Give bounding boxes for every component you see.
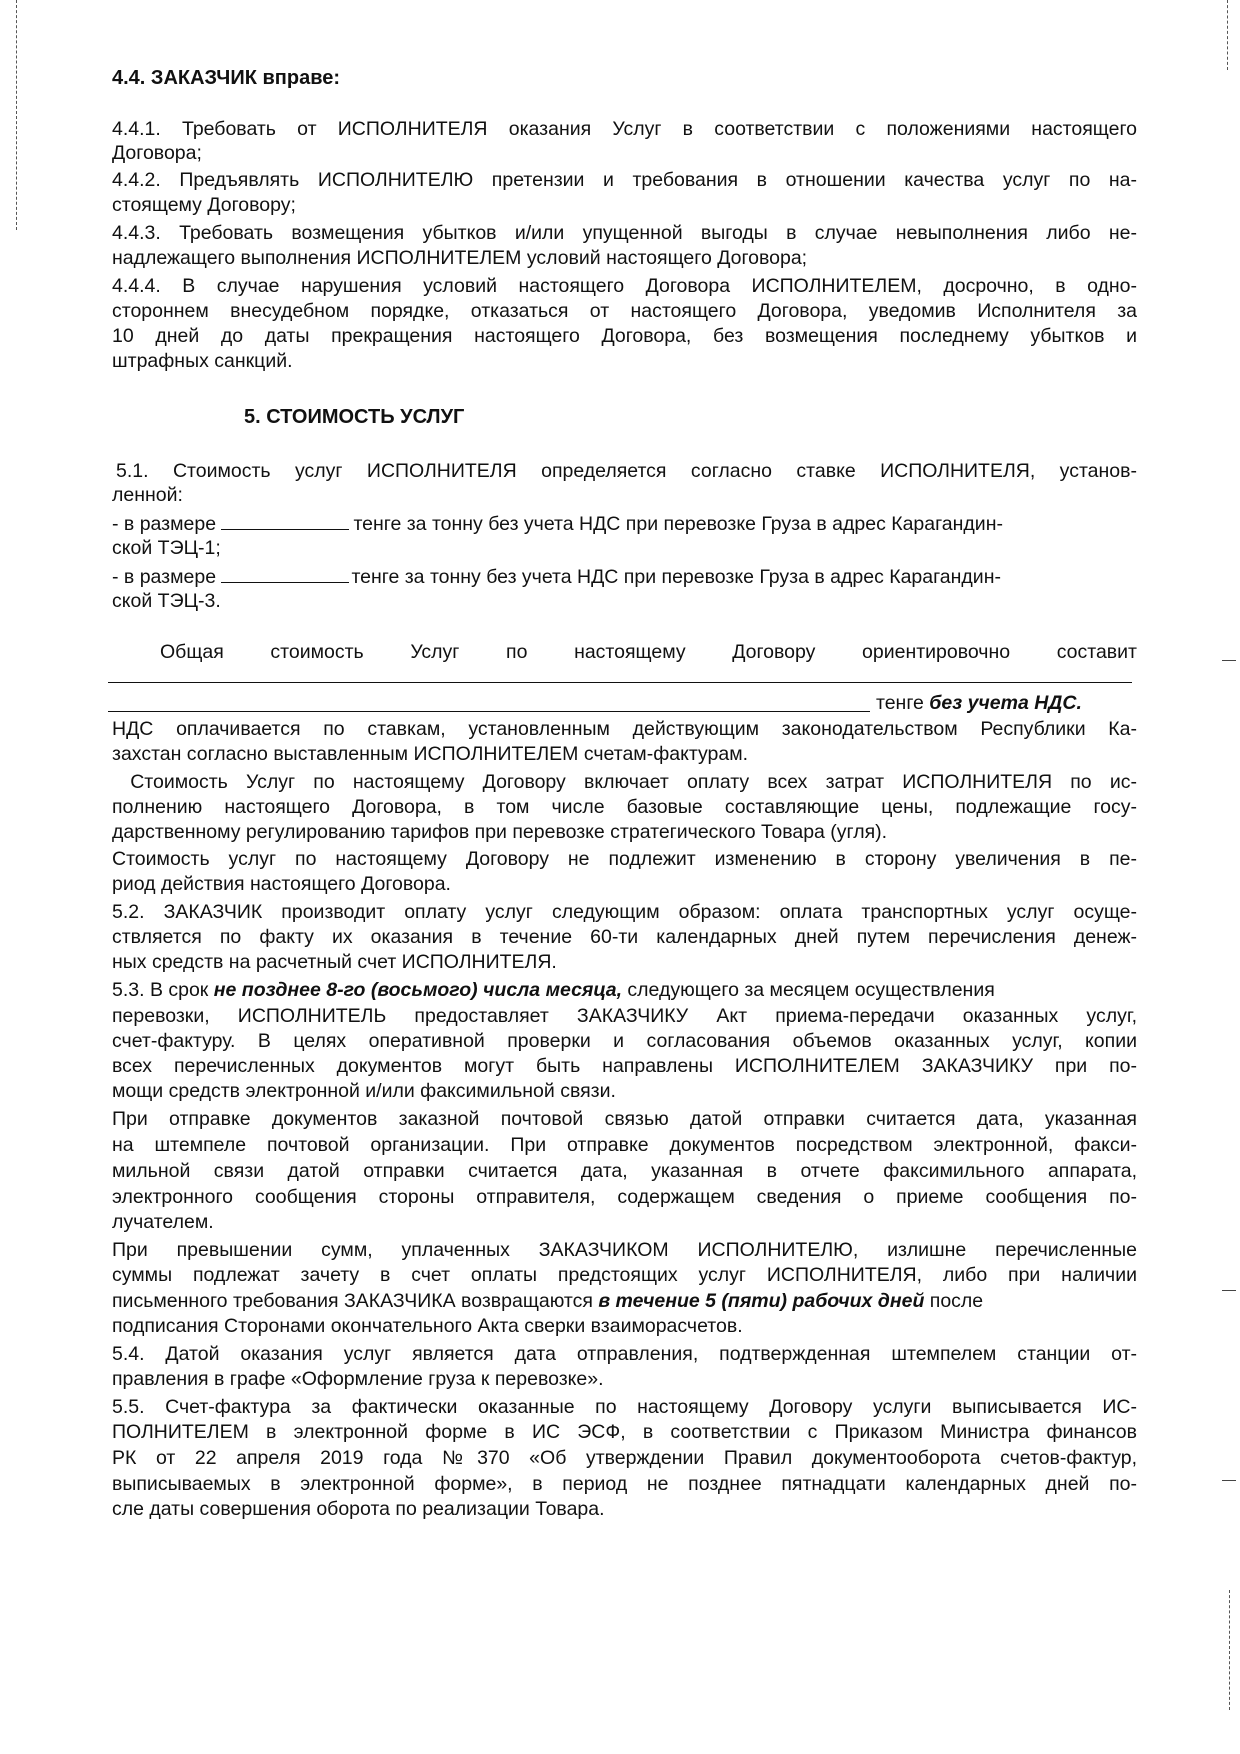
paragraph-line: При превышении сумм, уплаченных ЗАКАЗЧИКОМ ИСПОЛНИТЕЛЮ, излишне перечисленные [112, 1239, 1137, 1261]
total-blank-line-1[interactable] [108, 682, 1132, 683]
rate-blank-field[interactable] [221, 564, 349, 583]
paragraph-line: Стоимость услуг по настоящему Договору не подлежит изменению в сторону увеличения в пе- [112, 848, 1137, 870]
paragraph-line: дарственному регулированию тарифов при перевозке стратегического Товара (угля). [112, 821, 888, 843]
scan-edge-mark [1222, 1290, 1236, 1291]
paragraph-line: мильной связи датой отправки считается дата, указанная в отчете факсимильного аппарата, [112, 1160, 1137, 1182]
refund-line [112, 1289, 1137, 1313]
scan-edge-mark [1222, 660, 1236, 661]
paragraph-line: 4.4.1. Требовать от ИСПОЛНИТЕЛЯ оказания Услуг в соответствии с положениями настоящего [112, 118, 1137, 140]
clause-5-3-end: следующего за месяцем осуществления [622, 979, 995, 1001]
refund-deadline: в течение 5 (пяти) рабочих дней [598, 1290, 925, 1312]
clause-5-1-line: 5.1. Стоимость услуг ИСПОЛНИТЕЛЯ определяется согласно ставке ИСПОЛНИТЕЛЯ, установ- [116, 460, 1137, 482]
paragraph-line: надлежащего выполнения ИСПОЛНИТЕЛЕМ условий настоящего Договора; [112, 247, 808, 269]
paragraph-line: Договора; [112, 142, 202, 164]
paragraph-line: штрафных санкций. [112, 350, 293, 372]
rate-suffix: тенге за тонну без учета НДС при перевозке Груза в адрес Карагандин- [351, 566, 1001, 588]
paragraph-line: При отправке документов заказной почтовой связью датой отправки считается дата, указанная [112, 1108, 1137, 1130]
paragraph-line: лучателем. [112, 1211, 214, 1233]
paragraph-line: 4.4.4. В случае нарушения условий настоящего Договора ИСПОЛНИТЕЛЕМ, досрочно, в одно- [112, 275, 1137, 297]
total-blank-line-2[interactable] [108, 711, 870, 712]
paragraph-line: захстан согласно выставленным ИСПОЛНИТЕЛЕМ счетам-фактурам. [112, 743, 749, 765]
rate-prefix: - в размере [112, 566, 217, 588]
paragraph-line: мощи средств электронной и/или факсимильной связи. [112, 1080, 616, 1102]
paragraph-line: ных средств на расчетный счет ИСПОЛНИТЕЛЯ. [112, 951, 557, 973]
paragraph-line: стороннем внесудебном порядке, отказаться от настоящего Договора, уведомив Исполнителя за [112, 300, 1137, 322]
clause-5-1-line: ленной: [112, 484, 183, 506]
rate-line-tec3 [112, 564, 1137, 589]
refund-end: после [924, 1290, 984, 1312]
paragraph-line: выписываемых в электронной форме», в период не позднее пятнадцати календарных дней по- [112, 1473, 1137, 1495]
paragraph-line: ПОЛНИТЕЛЕМ в электронной форме в ИС ЭСФ, в соответствии с Приказом Министра финансов [112, 1421, 1137, 1443]
paragraph-line: 10 дней до даты прекращения настоящего Договора, без возмещения последнему убытков и [112, 325, 1137, 347]
paragraph-line: 4.4.2. Предъявлять ИСПОЛНИТЕЛЮ претензии и требования в отношении качества услуг по на- [112, 169, 1137, 191]
rate-line-tec1 [112, 511, 1137, 536]
total-cost-line: Общая стоимость Услуг по настоящему Договору ориентировочно составит [160, 641, 1137, 663]
rate-line-cont: ской ТЭЦ-3. [112, 590, 221, 612]
paragraph-line: полнению настоящего Договора, в том числе базовые составляющие цены, подлежащие госу- [112, 796, 1137, 818]
paragraph-line: сле даты совершения оборота по реализации Товара. [112, 1498, 605, 1520]
paragraph-line: РК от 22 апреля 2019 года №370 «Об утверждении Правил документооборота счетов-фактур, [112, 1447, 1137, 1469]
paragraph-line: 5.2. ЗАКАЗЧИК производит оплату услуг следующим образом: оплата транспортных услуг осуще- [112, 901, 1137, 923]
scan-edge-mark [16, 0, 17, 230]
clause-5-3-deadline: не позднее 8-го (восьмого) числа месяца, [213, 979, 623, 1001]
paragraph-line: риод действия настоящего Договора. [112, 873, 451, 895]
paragraph-line: подписания Сторонами окончательного Акта сверки взаиморасчетов. [112, 1315, 743, 1337]
section-5-heading: 5. СТОИМОСТЬ УСЛУГ [244, 406, 465, 428]
paragraph-line: правления в графе «Оформление груза к перевозке». [112, 1368, 604, 1390]
paragraph-line: счет-фактуру. В целях оперативной проверки и согласования объемов оказанных услуг, копии [112, 1030, 1137, 1052]
rate-prefix: - в размере [112, 513, 217, 535]
paragraph-line: электронного сообщения стороны отправителя, содержащем сведения о приеме сообщения по- [112, 1186, 1137, 1208]
paragraph-line: 4.4.3. Требовать возмещения убытков и/или упущенной выгоды в случае невыполнения либо не- [112, 222, 1137, 244]
rate-blank-field[interactable] [221, 511, 349, 530]
paragraph-line: Стоимость Услуг по настоящему Договору включает оплату всех затрат ИСПОЛНИТЕЛЯ по ис- [112, 771, 1137, 793]
refund-start: письменного требования ЗАКАЗЧИКА возвращаются [112, 1290, 599, 1312]
rate-suffix: тенге за тонну без учета НДС при перевозке Груза в адрес Карагандин- [353, 513, 1003, 535]
paragraph-line: 5.5. Счет-фактура за фактически оказанные по настоящему Договору услуги выписывается ИС- [112, 1396, 1137, 1418]
scan-edge-mark [1222, 1480, 1236, 1481]
paragraph-line: 5.4. Датой оказания услуг является дата отправления, подтвержденная штемпелем станции от- [112, 1343, 1137, 1365]
paragraph-line: суммы подлежат зачету в счет оплаты предстоящих услуг ИСПОЛНИТЕЛЯ, либо при наличии [112, 1264, 1137, 1286]
total-vat-note: без учета НДС. [929, 692, 1082, 714]
paragraph-line: на штемпеле почтовой организации. При отправке документов посредством электронной, факси- [112, 1134, 1137, 1156]
scan-edge-mark [1227, 0, 1228, 70]
total-tenge: тенге [876, 692, 924, 714]
section-4-4-heading: 4.4. ЗАКАЗЧИК вправе: [112, 67, 341, 89]
paragraph-line: перевозки, ИСПОЛНИТЕЛЬ предоставляет ЗАКАЗЧИКУ Акт приема-передачи оказанных услуг, [112, 1005, 1137, 1027]
paragraph-line: ствляется по факту их оказания в течение 60-ти календарных дней путем перечисления денеж- [112, 926, 1137, 948]
rate-line-cont: ской ТЭЦ-1; [112, 537, 221, 559]
paragraph-line: стоящему Договору; [112, 194, 296, 216]
clause-5-3-line [112, 978, 1137, 1002]
scan-edge-mark [1229, 1590, 1230, 1710]
paragraph-line: НДС оплачивается по ставкам, установленным действующим законодательством Республики Ка- [112, 718, 1137, 740]
clause-5-3-start: 5.3. В срок [112, 979, 214, 1001]
total-cost-currency [876, 691, 1136, 715]
paragraph-line: всех перечисленных документов могут быть направлены ИСПОЛНИТЕЛЕМ ЗАКАЗЧИКУ при по- [112, 1055, 1137, 1077]
